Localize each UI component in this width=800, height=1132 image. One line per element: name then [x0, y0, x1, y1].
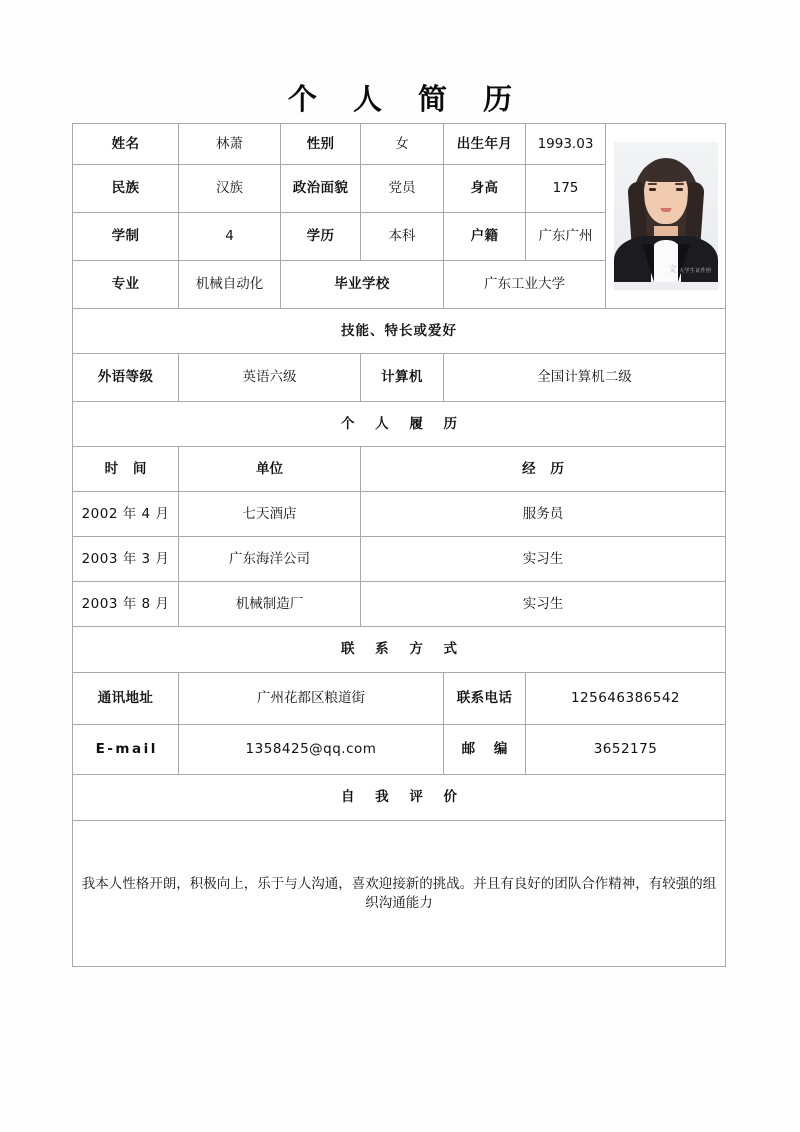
- section-title-skills: 技能、特长或爱好: [73, 309, 726, 354]
- label-foreign-language: 外语等级: [73, 354, 179, 402]
- label-birth-date: 出生年月: [444, 124, 526, 165]
- value-political-status: 党员: [361, 165, 444, 213]
- column-header-time: 时 间: [73, 447, 179, 492]
- self-evaluation-text: 我本人性格开朗，积极向上，乐于与人沟通，喜欢迎接新的挑战。并且有良好的团队合作精神，有较强的组织沟通能力: [73, 821, 726, 967]
- experience-unit: 广东海洋公司: [179, 537, 361, 582]
- table-row-self-evaluation-header: [73, 775, 726, 821]
- label-postcode: 邮 编: [444, 725, 526, 775]
- value-height: 175: [526, 165, 606, 213]
- table-row-experience-columns: [73, 447, 726, 492]
- label-name: 姓名: [73, 124, 179, 165]
- photo-bottom-pad: [614, 282, 718, 290]
- value-schooling-years: 4: [179, 213, 281, 261]
- section-title-self-evaluation: 自 我 评 价: [73, 775, 726, 821]
- experience-time: 2002 年 4 月: [73, 492, 179, 537]
- table-row-skills-header: [73, 309, 726, 354]
- value-name: 林萧: [179, 124, 281, 165]
- experience-time: 2003 年 3 月: [73, 537, 179, 582]
- column-header-unit: 单位: [179, 447, 361, 492]
- table-row-experience-3: [73, 582, 726, 627]
- photo-watermark-text: 大学生证件照: [679, 268, 712, 275]
- photo-eye-left: [649, 188, 656, 191]
- table-row-contact-email: [73, 725, 726, 775]
- label-school: 毕业学校: [281, 261, 444, 309]
- value-computer: 全国计算机二级: [444, 354, 726, 402]
- value-education: 本科: [361, 213, 444, 261]
- column-header-role: 经 历: [361, 447, 726, 492]
- photo-eye-right: [676, 188, 683, 191]
- value-major: 机械自动化: [179, 261, 281, 309]
- value-birth-date: 1993.03: [526, 124, 606, 165]
- value-school: 广东工业大学: [444, 261, 606, 309]
- label-email: E-mail: [73, 725, 179, 775]
- table-row-experience-2: [73, 537, 726, 582]
- table-row-contact-address: [73, 673, 726, 725]
- label-schooling-years: 学制: [73, 213, 179, 261]
- photo-cell: [606, 124, 726, 309]
- label-address: 通讯地址: [73, 673, 179, 725]
- photo-watermark: [668, 265, 712, 277]
- section-title-contact: 联 系 方 式: [73, 627, 726, 673]
- experience-role: 服务员: [361, 492, 726, 537]
- value-email: 1358425@qq.com: [179, 725, 444, 775]
- photo-brow-left: [648, 183, 657, 185]
- label-residence: 户籍: [444, 213, 526, 261]
- photo-fringe: [641, 162, 691, 182]
- avatar: [610, 142, 721, 290]
- photo-lapel-left: [642, 244, 654, 282]
- section-title-experience: 个 人 履 历: [73, 402, 726, 447]
- photo-brow-right: [675, 183, 684, 185]
- resume-table: [72, 123, 726, 967]
- table-row-basic-1: [73, 124, 726, 165]
- experience-unit: 七天酒店: [179, 492, 361, 537]
- experience-role: 实习生: [361, 582, 726, 627]
- value-ethnicity: 汉族: [179, 165, 281, 213]
- value-phone: 125646386542: [526, 673, 726, 725]
- id-photo: [614, 142, 718, 290]
- value-postcode: 3652175: [526, 725, 726, 775]
- table-row-self-evaluation-body: [73, 821, 726, 967]
- value-foreign-language: 英语六级: [179, 354, 361, 402]
- experience-time: 2003 年 8 月: [73, 582, 179, 627]
- value-address: 广州花都区粮道街: [179, 673, 444, 725]
- value-gender: 女: [361, 124, 444, 165]
- table-row-experience-header: [73, 402, 726, 447]
- table-row-experience-1: [73, 492, 726, 537]
- label-gender: 性别: [281, 124, 361, 165]
- table-row-contact-header: [73, 627, 726, 673]
- value-residence: 广东广州: [526, 213, 606, 261]
- experience-role: 实习生: [361, 537, 726, 582]
- label-education: 学历: [281, 213, 361, 261]
- photo-watermark-mark: 文: [667, 265, 678, 276]
- label-height: 身高: [444, 165, 526, 213]
- table-row-skills: [73, 354, 726, 402]
- label-computer: 计算机: [361, 354, 444, 402]
- label-ethnicity: 民族: [73, 165, 179, 213]
- label-major: 专业: [73, 261, 179, 309]
- page-title: 个 人 简 历: [287, 82, 526, 116]
- label-phone: 联系电话: [444, 673, 526, 725]
- experience-unit: 机械制造厂: [179, 582, 361, 627]
- label-political-status: 政治面貌: [281, 165, 361, 213]
